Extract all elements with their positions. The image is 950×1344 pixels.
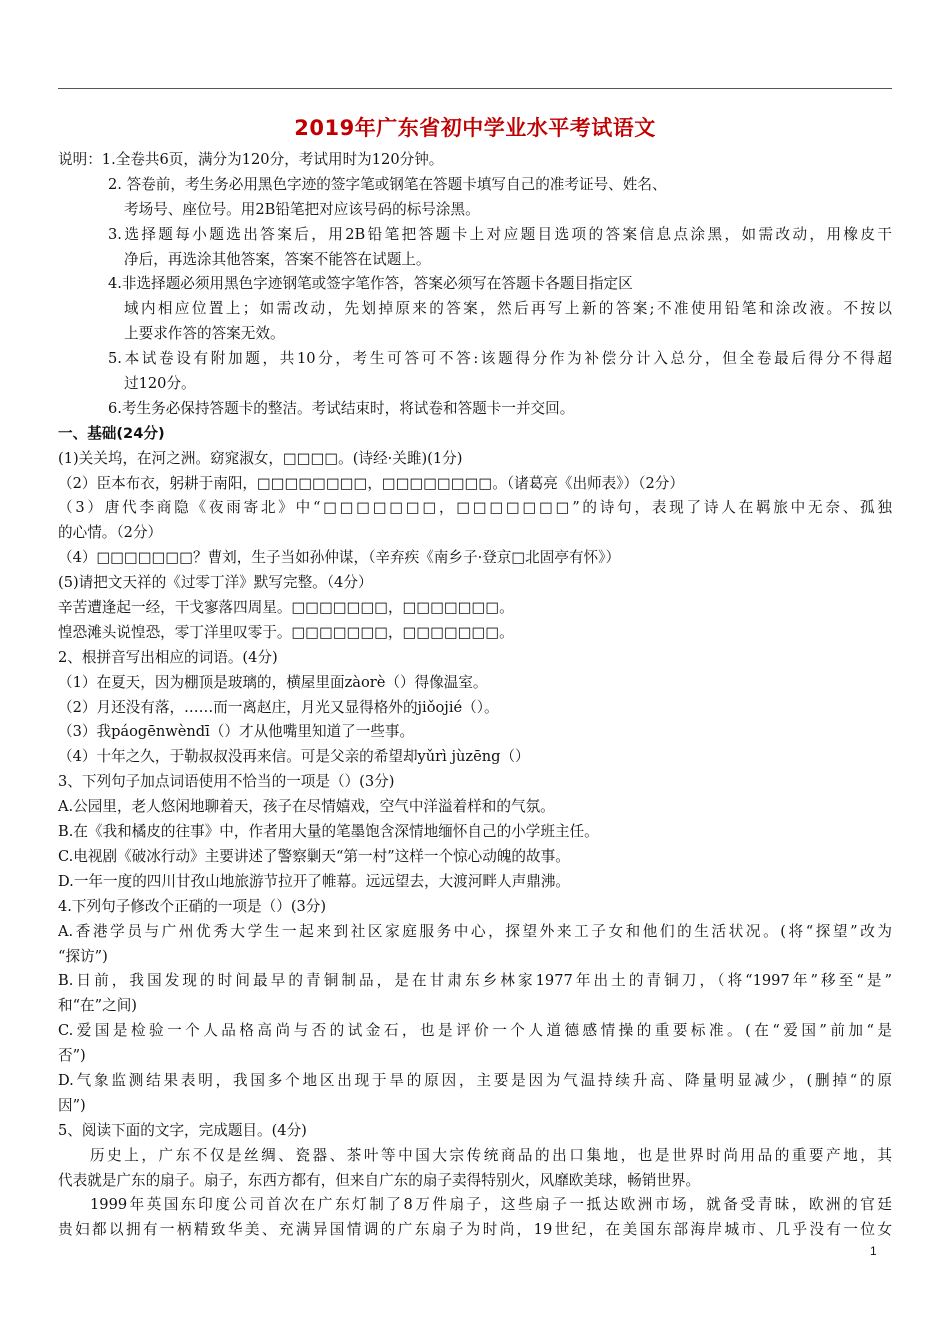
text-line: 1999年英国东印度公司首次在广东灯制了8万件扇子，这些扇子一抵达欧洲市场，就备受青昧，欧洲的官廷 [90,1196,892,1214]
document-title: 2019年广东省初中学业水平考试语文 [294,116,656,140]
text-line: D.一年一度的四川甘孜山地旅游节拉开了帷幕。远远望去，大渡河畔人声鼎沸。 [58,872,571,890]
text-line: （2）臣本布衣，躬耕于南阳，□□□□□□□□，□□□□□□□□。（诸葛亮《出师表》）（2分） [58,474,684,492]
text-line: B.在《我和橘皮的往事》中，作者用大量的笔墨饱含深情地缅怀自己的小学班主任。 [58,823,599,841]
text-line: 代表就是广东的扇子。扇子，东西方都有，但来自广东的扇子卖得特别火，风靡欧美球，畅销世界。 [58,1171,701,1189]
page-number: 1 [870,1244,877,1258]
section-heading: 一、基础(24分) [58,424,165,442]
text-line: （4）□□□□□□□？曹刘，生子当如孙仲谋，（辛弃疾《南乡子·登京□北固亭有怀》） [58,549,621,567]
text-line: （3）唐代李商隐《夜雨寄北》中“□□□□□□□，□□□□□□□”的诗句，表现了诗人在羁旅中无奈、孤独 [58,499,892,517]
text-line: 惶恐滩头说惶恐，零丁洋里叹零于。□□□□□□□，□□□□□□□。 [58,623,514,641]
text-line: 否”) [58,1047,86,1065]
header-rule [58,88,892,89]
text-line: 2、根拼音写出相应的词语。(4分) [58,648,278,666]
text-line: 6.考生务必保持答题卡的整洁。考试结束时，将试卷和答题卡一并交回。 [108,399,575,417]
text-line: 说明：1.全卷共6页，满分为120分，考试用时为120分钟。 [58,151,444,168]
text-line: 辛苦遭逢起一经，干戈寥落四周星。□□□□□□□，□□□□□□□。 [58,599,514,617]
text-line: 历史上，广东不仅是丝绸、瓷器、茶叶等中国大宗传统商品的出口集地，也是世界时尚用品的重要产地，其 [90,1146,892,1164]
text-line: 的心情。（2分） [58,524,163,542]
text-line: B.日前，我国发现的时间最早的青铜制品，是在甘肃东乡林家1977年出土的青铜刀，（将“1997年”移至“是” [58,972,892,990]
text-line: 净后，再选涂其他答案，答案不能答在试题上。 [124,250,431,268]
text-line: （2）月还没有落，……而一离赵庄，月光又显得格外的jiǒojié（）。 [58,698,499,716]
text-line: 2. 答卷前，考生务必用黑色字迹的签字笔或钢笔在答题卡填写自己的准考证号、姓名、 [108,175,667,193]
text-line: “探访”) [58,947,108,965]
text-line: 考场号、座位号。用2B铅笔把对应该号码的标号涂黑。 [124,200,480,218]
text-line: D.气象监测结果表明，我国多个地区出现于旱的原因，主要是因为气温持续升高、降量明显减少，(删掉“的原 [58,1071,892,1089]
text-line: A.公园里，老人悠闲地聊着天，孩子在尽情嬉戏，空气中洋溢着样和的气氛。 [58,798,555,816]
text-line: 和“在”之间) [58,997,137,1015]
text-line: 上要求作答的答案无效。 [124,325,285,343]
document-body [58,148,892,1243]
text-line: C.爱国是检验一个人品格高尚与否的试金石，也是评价一个人道德感情操的重要标准。(在“爱国”前加“是 [58,1022,892,1040]
text-line: 4.非选择题必须用黑色字迹钢笔或签字笔作答，答案必须写在答题卡各题目指定区 [108,275,633,293]
text-line: 3.选择题每小题选出答案后，用2B铅笔把答题卡上对应题目选项的答案信息点涂黑，如需改动，用橡皮干 [108,225,892,243]
text-line: （4）十年之久，于勒叔叔没再来信。可是父亲的希望却yǔrì jùzēng（） [58,748,530,766]
text-line: A.香港学员与广州优秀大学生一起来到社区家庭服务中心，探望外来工子女和他们的生活状况。(将“探望”改为 [58,922,892,940]
text-line: 3、下列句子加点词语使用不恰当的一项是（）(3分) [58,773,395,791]
text-line: (5)请把文天祥的《过零丁洋》默写完整。（4分） [58,574,373,592]
text-line: （3）我páogēnwèndī（）才从他嘴里知道了一些事。 [58,723,415,741]
text-line: 贵妇都以拥有一柄精致华美、充满异国情调的广东扇子为时尚，19世纪，在美国东部海岸城市、几乎没有一位女 [58,1221,892,1239]
text-line: 5、阅读下面的文字，完成题目。(4分) [58,1121,307,1139]
text-line: 域内相应位置上；如需改动，先划掉原来的答案，然后再写上新的答案;不准使用铅笔和涂改液。不按以 [124,300,892,318]
text-line: 因”) [58,1096,86,1114]
text-line: C.电视剧《破冰行动》主要讲述了警察剿天“第一村”这样一个惊心动魄的故事。 [58,847,570,865]
text-line: 过120分。 [124,375,196,393]
text-line: (1)关关坞，在河之洲。窈窕淑女，□□□□。(诗经·关雎)(1分) [58,449,463,467]
text-line: 4.下列句子修改个正硝的一项是（）(3分) [58,897,327,915]
text-line: 5.本试卷设有附加题，共10分，考生可答可不答:该题得分作为补偿分计入总分，但全卷最后得分不得超 [108,350,892,368]
text-line: （1）在夏天，因为棚顶是玻璃的，横屋里面zàorè（）得像温室。 [58,673,488,691]
